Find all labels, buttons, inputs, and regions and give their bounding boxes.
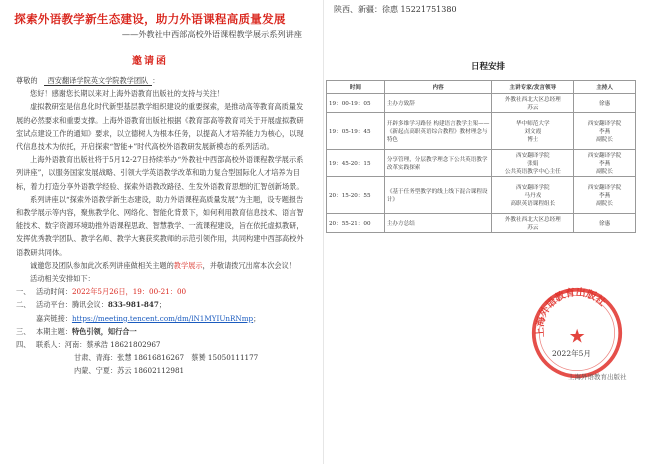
info-theme-value: 特色引领，知行合一 bbox=[71, 326, 137, 336]
schedule-time: 19：00-19：05 bbox=[327, 94, 385, 113]
publisher-seal bbox=[530, 286, 624, 380]
info-time-number: 一、 bbox=[16, 287, 31, 297]
info-link bbox=[16, 312, 310, 325]
info-theme-number: 三、 bbox=[16, 326, 31, 336]
paragraph-theme: 系列讲座以“探索外语教学新生态建设，助力外语课程高质量发展”为主题，设专题报告和教学展示等内容，聚焦教学化、网络化、智能化背景下，如何利用教育信息技术、语言智能技术、数字资源环境助推外语课程思政、智慧教学、一流课程建设，旨在依托虚拟教研，发挥优秀教学团队、教学名师、教学大赛获奖教师的示范引领作用，共同构建中西部高校外语教研共同体。 bbox=[16, 194, 304, 257]
page-divider bbox=[323, 0, 324, 464]
schedule-table bbox=[326, 80, 636, 233]
schedule-row bbox=[327, 94, 636, 113]
schedule-content: 分享管理，分层教学理念下公共英语教学改革实践探索 bbox=[384, 150, 492, 177]
info-platform bbox=[16, 298, 310, 311]
schedule-speaker: 西安翻译学院 张娟 公共英语教学中心主任 bbox=[492, 150, 574, 177]
info-theme-key: 本期主题： bbox=[36, 326, 72, 336]
schedule-time: 20：15-20：55 bbox=[327, 177, 385, 214]
invite-text-emphasis: 教学展示 bbox=[173, 260, 203, 270]
col-header-speaker: 主讲专家/发言领导 bbox=[492, 81, 574, 94]
info-contact-number: 四、 bbox=[16, 340, 31, 350]
schedule-title: 日程安排 bbox=[470, 62, 505, 72]
info-platform-suffix: ； bbox=[158, 300, 167, 310]
schedule-row bbox=[327, 177, 636, 214]
invitation-title: 探索外语教学新生态建设，助力外语课程高质量发展 bbox=[14, 12, 286, 26]
schedule-body bbox=[327, 94, 636, 233]
schedule-page bbox=[326, 0, 650, 464]
schedule-header-row bbox=[327, 81, 636, 94]
invite-text-before: 诚邀您及团队参加此次系列讲座做相关主题的 bbox=[30, 260, 174, 270]
seal-org: 上海外语教育出版社 bbox=[568, 373, 627, 381]
schedule-speaker: 西安翻译学院 马丹戎 高职英语课程组长 bbox=[492, 177, 574, 214]
info-platform-key: 活动平台： bbox=[36, 300, 72, 310]
salutation-prefix: 尊敬的 bbox=[16, 76, 38, 85]
schedule-row bbox=[327, 113, 636, 150]
col-header-host: 主持人 bbox=[574, 81, 636, 94]
contact-henan: 河南：蔡承浩 18621802967 bbox=[64, 340, 161, 350]
paragraph-background: 虚拟教研室是信息化时代新型基层教学组织建设的重要探索，是推动高等教育高质量发展的必然要求和重要支撑。上海外语教育出版社根据《教育部高等教育司关于开展虚拟教研室试点建设工作的通知》要求，以立德树人为根本任务，以提高人才培养能力为核心，以现代信息技术为依托，开启探索“智能+”时代高校外语教研发展新模态的系列活动。 bbox=[16, 102, 304, 152]
col-header-time: 时间 bbox=[327, 81, 385, 94]
schedule-host: 西安翻译学院 李燕 副院长 bbox=[574, 113, 636, 150]
invitation-page bbox=[0, 0, 322, 464]
contact-neimeng-ningxia: 内蒙、宁夏：苏云 18602112981 bbox=[74, 366, 185, 376]
info-contact bbox=[16, 338, 310, 351]
schedule-time: 19：05-19：45 bbox=[327, 113, 385, 150]
contact-shaanxi-xinjiang: 陕西、新疆：徐惠 15221751380 bbox=[334, 5, 457, 14]
meeting-code: 833-981-847 bbox=[107, 300, 159, 310]
schedule-content: 《基于任务型教学的线上线下混合课程设计》 bbox=[384, 177, 492, 214]
schedule-speaker: 华中师范大学 刘文霞 博士 bbox=[492, 113, 574, 150]
paragraph-invite bbox=[16, 259, 310, 272]
info-contact-2 bbox=[16, 351, 310, 364]
schedule-time: 20：55-21：00 bbox=[327, 214, 385, 233]
invitation-subtitle: ——外教社中西部高校外语课程教学展示系列讲座 bbox=[121, 29, 302, 39]
info-link-suffix: ； bbox=[253, 313, 261, 323]
schedule-speaker: 外教社西北大区总经理 苏云 bbox=[492, 214, 574, 233]
invite-text-after: ，并敬请拨冗出席本次会议！ bbox=[202, 260, 296, 270]
schedule-row bbox=[327, 214, 636, 233]
invitation-heading: 邀请函 bbox=[132, 56, 168, 67]
info-platform-name: 腾讯会议： bbox=[71, 300, 108, 310]
arrangement-intro: 活动相关安排如下： bbox=[30, 274, 95, 284]
schedule-row bbox=[327, 150, 636, 177]
info-platform-number: 二、 bbox=[16, 300, 31, 310]
schedule-time: 19：45-20：15 bbox=[327, 150, 385, 177]
paragraph-greeting: 您好！感谢您长期以来对上海外语教育出版社的支持与关注！ bbox=[30, 89, 225, 99]
info-time-key: 活动时间： bbox=[36, 287, 72, 297]
col-header-content: 内容 bbox=[384, 81, 492, 94]
schedule-host: 西安翻译学院 李燕 副院长 bbox=[574, 177, 636, 214]
info-link-key: 嘉宾链接： bbox=[36, 313, 72, 323]
schedule-host: 徐惠 bbox=[574, 214, 636, 233]
seal-date: 2022年5月 bbox=[552, 349, 591, 358]
info-theme bbox=[16, 325, 310, 338]
meeting-link[interactable]: https://meeting.tencent.com/dm/lN1MYIUnRNmp bbox=[71, 313, 254, 323]
schedule-content: 开辟多维学习路径 构建语言教学主架——《新起点高职英语综合教程》教材理念与特色 bbox=[384, 113, 492, 150]
info-time-value: 2022年5月26日，19：00-21：00 bbox=[71, 287, 187, 297]
salutation-name: 西安翻译学院英文学院教学团队 bbox=[44, 76, 153, 86]
contact-gansu-qinghai: 甘肃、青海：张慧 18616816267 蔡赟 15050111177 bbox=[74, 353, 259, 363]
schedule-speaker: 外教社西北大区总经理 苏云 bbox=[492, 94, 574, 113]
schedule-content: 主办方致辞 bbox=[384, 94, 492, 113]
invitation-body bbox=[16, 74, 310, 378]
info-time bbox=[16, 285, 310, 298]
seal-ring-text: 上海外语教育出版社 bbox=[534, 287, 608, 338]
paragraph-event: 上海外语教育出版社将于5月12-27日持续举办“外教社中西部高校外语课程教学展示系列讲座”，以服务国家发展战略、引领大学英语教学改革和助力复合型国际化人才培养为目标，着力打造分享外语教学经验、探索外语教改路径、生发外语教育思想的汇智创新场景。 bbox=[16, 155, 304, 191]
info-contact-3 bbox=[16, 364, 310, 377]
salutation-suffix: ： bbox=[152, 76, 160, 85]
schedule-host: 徐惠 bbox=[574, 94, 636, 113]
salutation bbox=[16, 74, 310, 87]
seal-star: ★ bbox=[568, 326, 586, 348]
schedule-content: 主办方总结 bbox=[384, 214, 492, 233]
info-contact-key: 联系人： bbox=[36, 340, 65, 350]
schedule-host: 西安翻译学院 李燕 副院长 bbox=[574, 150, 636, 177]
